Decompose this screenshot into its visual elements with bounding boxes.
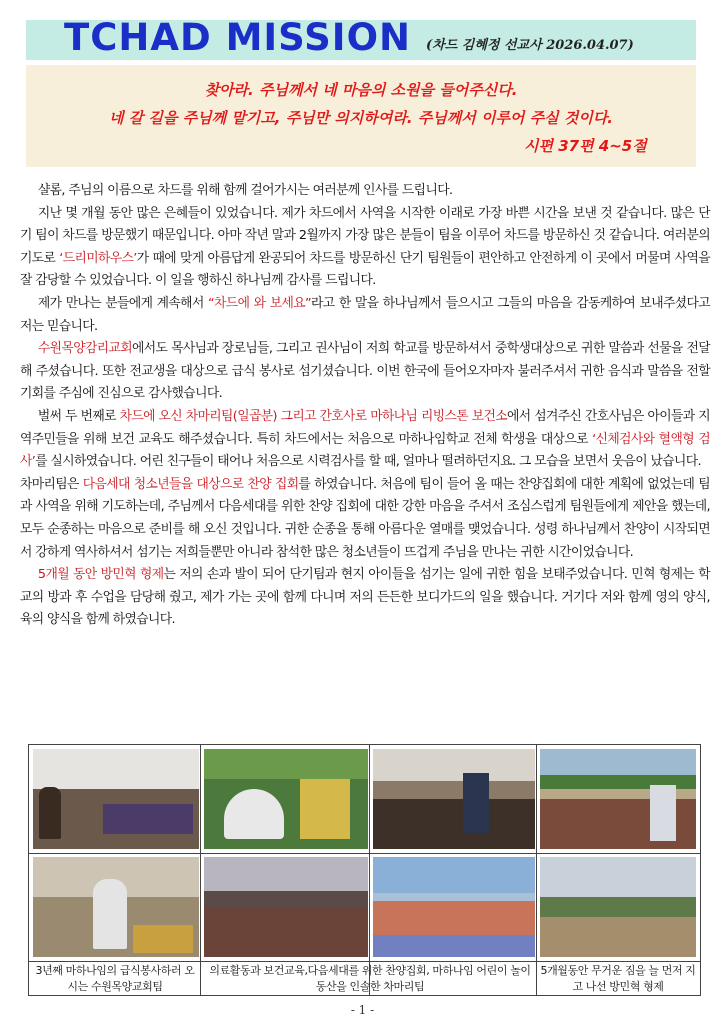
photo-worship-gathering <box>373 749 535 849</box>
photo-food-service <box>33 857 199 957</box>
highlight-dreamy-house: ‘드리미하우스’ <box>59 250 137 266</box>
caption-minhyuk: 5개월동안 무거운 짐을 늘 먼저 지고 나선 방민혁 형제 <box>540 964 696 993</box>
page-subtitle: (차드 김혜정 선교사 2026.04.07) <box>426 38 634 53</box>
caption-chamari-team: 의료활동과 보건교육,다음세대를 위한 찬양집회, 마하나임 어린이 놀이동산을 인솔한 차마리팀 <box>209 964 531 993</box>
photo-classroom-event <box>204 857 368 957</box>
highlight-come-see: “차드에 와 보세요” <box>208 295 312 311</box>
photo-health-check <box>204 749 368 849</box>
verse-reference: 시편 37편 4~5절 <box>524 137 647 155</box>
photo-grid <box>28 744 701 996</box>
paragraph-chamari-team: 벌써 두 번째로 차드에 오신 차마리팀(일곱분) 그리고 간호사로 마하나님 리빙스톤 보건소에서 섬겨주신 간호사님은 아이들과 지역주민들을 위해 보건 교육도 해주셨습니다. 특히 차드에서는 처음으로 마하나임학교 전체 학생을 대상으로 ‘신체검사와 혈액형 검사’를 실시하였습니다. 어린 친구들이 태어나 처음으로 시력검사를 할 때, 얼마나 떨려하던지요. 그 모습을 보면서 웃음이 났습니다. <box>20 408 710 470</box>
photo-church-team-meeting <box>33 749 199 849</box>
page-title: TCHAD MISSION <box>64 16 411 59</box>
caption-suwon-church: 3년째 마하나임의 급식봉사하러 오시는 수원목양교회팀 <box>35 964 195 993</box>
photo-group-banner <box>373 857 535 957</box>
letter-body <box>20 180 710 632</box>
photo-road-walk <box>540 857 696 957</box>
highlight-worship: 다음세대 청소년들을 대상으로 찬양 집회 <box>82 476 299 492</box>
paragraph-teams: 지난 몇 개월 동안 많은 은혜들이 있었습니다. 제가 차드에서 사역을 시작한 이래로 가장 바쁜 시간을 보낸 것 같습니다. 많은 단기 팀이 차드를 방문했기 때문입니다. 아마 작년 말과 2월까지 가장 많은 분들이 팀을 이루어 차드를 방문하신 것 같습니다. 여러분의 기도로 ‘드리미하우스’가 때에 맞게 아름답게 완공되어 차드를 방문하신 단기 팀원들이 편안하고 안전하게 이 곳에서 머물며 사역을 잘 감당할 수 있었습니다. 이 일을 행하신 하나님께 감사를 드립니다. <box>20 205 710 289</box>
page-number: - 1 - <box>350 1003 375 1017</box>
paragraph-suwon-church: 수원목양감리교회에서도 목사님과 장로님들, 그리고 권사님이 저희 학교를 방문하셔서 중학생대상으로 귀한 말씀과 선물을 전달해 주셨습니다. 또한 전교생을 대상으로 급식 봉사로 섬기셨습니다. 이번 한국에 들어오자마자 불러주셔서 귀한 음식과 말씀을 전할 기회를 주심에 진심으로 감사했습니다. <box>20 341 710 402</box>
highlight-minhyuk: 5개월 동안 방민혁 형제 <box>37 567 164 583</box>
bible-verse-box <box>26 65 696 167</box>
photo-outdoor-crowd <box>540 749 696 849</box>
paragraph-worship: 차마리팀은 다음세대 청소년들을 대상으로 찬양 집회를 하였습니다. 처음에 팀이 들어 올 때는 찬양집회에 대한 계획에 없었는데 팀과 사역을 위해 기도하는데, 주님께서 다음세대를 위한 찬양 집회에 대한 강한 마음을 주셔서 조심스럽게 팀원들에게 제안을 했는데, 모두 순종하는 마음으로 준비를 해 오신 것입니다. 귀한 순종을 통해 아름다운 열매를 맺었습니다. 성령 하나님께서 찬양이 시작되면서 강하게 역사하셔서 섬기는 저희들뿐만 아니라 참석한 많은 청소년들이 뜨겁게 주님을 만나는 귀한 시간이었습니다. <box>20 476 711 560</box>
highlight-chamari-team: 차드에 오신 차마리팀(일곱분) 그리고 간호사로 마하나님 리빙스톤 보건소 <box>119 408 508 424</box>
paragraph-greeting: 샬롬, 주님의 이름으로 차드를 위해 함께 걸어가시는 여러분께 인사를 드립니다. <box>37 183 453 198</box>
paragraph-come-see: 제가 만나는 분들에게 계속해서 “차드에 와 보세요”라고 한 말을 하나님께서 들으시고 그들의 마음을 감동케하여 보내주셨다고 저는 믿습니다. <box>20 295 711 334</box>
paragraph-minhyuk: 5개월 동안 방민혁 형제는 저의 손과 발이 되어 단기팀과 현지 아이들을 섬기는 일에 귀한 힘을 보태주었습니다. 민혁 형제는 학교의 방과 후 수업을 담당해 줬고, 제가 가는 곳에 함께 다니며 저의 든든한 보디가드의 일을 했습니다. 거기다 저와 함께 영의 양식, 육의 양식을 함께 하였습니다. <box>20 567 710 628</box>
verse-line-1: 찾아라. 주님께서 네 마음의 소원을 들어주신다. <box>204 81 518 99</box>
highlight-suwon-church: 수원목양감리교회 <box>37 341 133 357</box>
verse-line-2: 네 갈 길을 주님께 맡기고, 주님만 의지하여라. 주님께서 이루어 주실 것이다. <box>108 109 614 127</box>
highlight-health-check: ‘신체검사와 혈액형 검사’ <box>20 431 710 470</box>
